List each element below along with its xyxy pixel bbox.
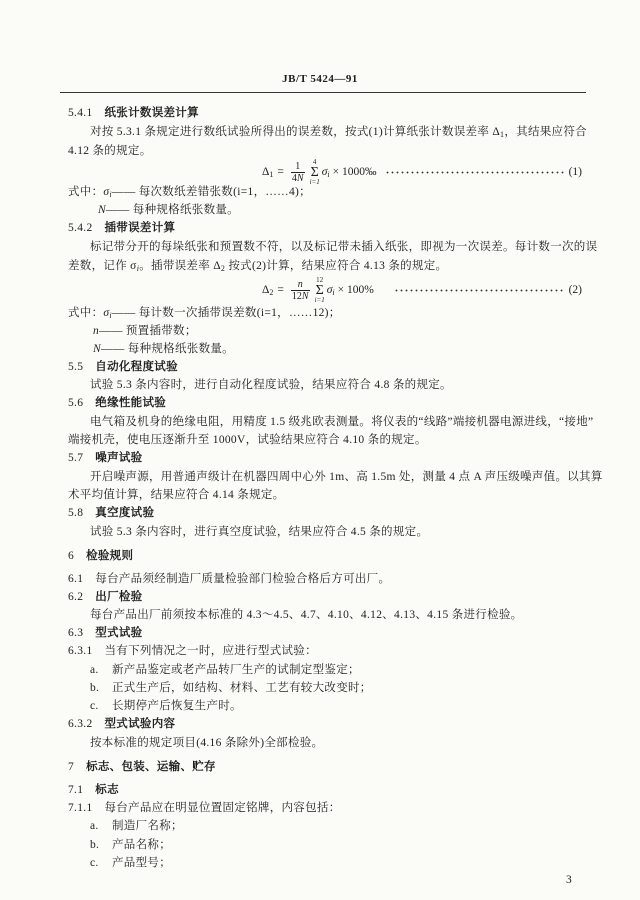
variable-description: 每计数一次插带误差数(i=1，……12)； — [135, 307, 341, 319]
list-item-text: 新产品鉴定或老产品转厂生产的试制定型鉴定； — [112, 664, 360, 676]
section-number: 5.4.2 — [68, 222, 93, 234]
equals-sign: = — [277, 284, 284, 296]
variable-symbol: N — [98, 204, 106, 216]
variable-description: 每种规格纸张数量。 — [129, 204, 239, 216]
list-item — [90, 836, 171, 854]
chapter-number: 7 — [68, 761, 75, 773]
variable-symbol: σ — [103, 307, 110, 319]
chapter-number: 6 — [68, 550, 75, 562]
section-number: 6.2 — [68, 591, 84, 603]
sum-upper-limit: 12 — [316, 275, 324, 284]
section-title: 真空度试验 — [95, 507, 155, 519]
section-title: 插带误差计算 — [104, 222, 176, 234]
paragraph-text: 。插带误差率 Δ — [139, 260, 221, 272]
section-5-6-paragraph-line-1: 电气箱及机身的绝缘电阻，用精度 1.5 级兆欧表测量。将仪表的“线路”端接机器电源进线，“接地” — [90, 416, 594, 428]
denominator — [291, 290, 310, 302]
formula-multiplier: × 1000‰ — [332, 166, 377, 178]
section-5-5-heading — [68, 358, 178, 376]
section-title: 出厂检验 — [95, 591, 143, 603]
list-item-text: 产品型号； — [112, 857, 171, 869]
section-5-4-1-paragraph-line-2: 4.12 条的规定。 — [68, 145, 152, 157]
equation-number: (1) — [568, 166, 582, 178]
sigma-variable: σ — [321, 166, 328, 178]
variable-definition — [68, 183, 311, 201]
section-6-3-1 — [68, 642, 317, 660]
sum-upper-limit: 4 — [312, 157, 317, 166]
subscript: i — [332, 288, 335, 297]
dot-leader — [385, 171, 564, 174]
section-number: 6.3.1 — [68, 645, 93, 657]
sigma-symbol: Σ — [310, 164, 319, 180]
section-number: 6.3 — [68, 627, 84, 639]
dash: —— — [111, 307, 136, 319]
equation-number: (2) — [568, 284, 582, 296]
list-item-label: b. — [90, 682, 100, 694]
variable-symbol: N — [93, 343, 101, 355]
section-6-3-2-paragraph: 按本标准的规定项目(4.16 条除外)全部检验。 — [90, 737, 324, 749]
section-6-2-heading — [68, 588, 142, 606]
section-title: 型式试验 — [95, 627, 143, 639]
paragraph-text: 差数，记作 σ — [68, 260, 137, 272]
formula-term — [322, 166, 330, 178]
section-5-7-heading — [68, 449, 142, 467]
section-number: 7.1 — [68, 784, 84, 796]
fraction — [291, 279, 310, 302]
section-number: 7.1.1 — [68, 802, 93, 814]
chapter-title: 检验规则 — [86, 550, 134, 562]
denominator-coefficient: 12 — [291, 290, 302, 302]
document-code-header: JB/T 5424—91 — [282, 73, 358, 85]
list-item-label: b. — [90, 839, 100, 851]
list-item-label: a. — [90, 664, 99, 676]
list-item — [90, 697, 242, 715]
section-number: 5.6 — [68, 397, 84, 409]
variable-definition — [93, 322, 197, 340]
list-item — [90, 679, 372, 697]
list-item — [90, 817, 183, 835]
list-item-text: 正式生产后，如结构、材料、工艺有较大改变时； — [112, 682, 372, 694]
section-5-6-heading — [68, 394, 166, 412]
paragraph-text: 按式(2)计算，结果应符合 4.13 条的规定。 — [225, 260, 448, 272]
section-5-8-paragraph: 试验 5.3 条内容时，进行真空度试验，结果应符合 4.5 条的规定。 — [90, 526, 429, 538]
list-item — [90, 661, 360, 679]
formula-term — [327, 284, 335, 296]
chapter-title: 标志、包装、运输、贮存 — [86, 761, 216, 773]
section-title: 标志 — [95, 784, 119, 796]
section-5-4-2-heading — [68, 219, 175, 237]
sum-lower-limit: i=1 — [309, 177, 320, 186]
header-rule — [60, 92, 586, 93]
denominator — [291, 172, 305, 184]
section-5-4-2-paragraph-line-1: 标记带分开的每垛纸张和预置数不符，以及标记带未插入纸张，即视为一次误差。每计数一次的误 — [90, 241, 598, 253]
where-label: 式中： — [68, 307, 104, 319]
section-5-4-2-paragraph-line-2 — [68, 257, 447, 275]
variable-definition — [93, 340, 234, 358]
section-number: 5.7 — [68, 452, 84, 464]
fraction — [291, 161, 305, 184]
subscript: 2 — [220, 264, 226, 273]
section-5-7-paragraph-line-1: 开启噪声源，用普通声级计在机器四周中心外 1m、高 1.5m 处，测量 4 点 A 声压级噪声值。以其算 — [90, 471, 603, 483]
summation — [310, 159, 320, 186]
chapter-6-heading — [68, 547, 133, 565]
list-item-text: 长期停产后恢复生产时。 — [112, 700, 242, 712]
section-6-1 — [68, 570, 390, 588]
numerator: 1 — [295, 160, 301, 172]
section-6-2-paragraph: 每台产品出厂前须按本标准的 4.3～4.5、4.7、4.10、4.12、4.13、4.15 条进行检验。 — [90, 609, 523, 621]
equals-sign: = — [277, 166, 284, 178]
dash: —— — [99, 325, 123, 337]
section-5-4-1-paragraph-line-1 — [90, 123, 587, 141]
section-number: 5.4.1 — [68, 107, 93, 119]
numerator: n — [297, 278, 303, 290]
denominator-variable: N — [296, 172, 304, 184]
formula-1 — [262, 158, 582, 186]
section-7-1-heading — [68, 781, 119, 799]
list-item-text: 制造厂名称； — [112, 820, 183, 832]
sigma-variable: σ — [326, 284, 333, 296]
section-6-3-2-heading — [68, 715, 175, 733]
dash: —— — [100, 343, 125, 355]
formula-multiplier: × 100% — [337, 284, 374, 296]
delta-symbol: Δ — [262, 284, 270, 296]
denominator-coefficient: 4 — [291, 172, 297, 184]
section-number: 6.1 — [68, 573, 84, 585]
delta-symbol: Δ — [262, 166, 270, 178]
section-number: 6.3.2 — [68, 718, 93, 730]
formula-lhs — [262, 284, 273, 296]
list-item-text: 产品名称； — [112, 839, 171, 851]
variable-definition — [68, 304, 341, 322]
paragraph-text: ，其结果应符合 — [504, 126, 587, 138]
section-title: 纸张计数误差计算 — [104, 107, 199, 119]
section-text: 每台产品应在明显位置固定铭牌，内容包括： — [104, 802, 341, 814]
list-item-label: c. — [90, 700, 99, 712]
subscript: i — [327, 170, 330, 179]
variable-description: 每种规格纸张数量。 — [124, 343, 234, 355]
dash: —— — [105, 204, 130, 216]
subscript: i — [109, 311, 112, 320]
formula-lhs — [262, 166, 273, 178]
section-title: 绝缘性能试验 — [95, 397, 167, 409]
dash: —— — [111, 186, 136, 198]
section-number: 5.5 — [68, 361, 84, 373]
section-6-3-heading — [68, 624, 142, 642]
section-5-4-1-heading — [68, 104, 199, 122]
variable-symbol: σ — [103, 186, 110, 198]
paragraph-text: 对按 5.3.1 条规定进行数纸试验所得出的误差数，按式(1)计算纸张计数误差率 Δ — [90, 126, 501, 138]
list-item-label: c. — [90, 857, 99, 869]
sigma-symbol: Σ — [315, 282, 324, 298]
variable-symbol: n — [93, 325, 100, 337]
summation — [315, 277, 325, 304]
subscript: 1 — [500, 130, 505, 139]
variable-description: 每次数纸差错张数(i=1，……4)； — [135, 186, 311, 198]
section-7-1-1 — [68, 799, 341, 817]
list-item — [90, 854, 171, 872]
where-label: 式中： — [68, 186, 104, 198]
subscript: 2 — [269, 288, 274, 297]
denominator-variable: N — [301, 290, 309, 302]
variable-description: 预置插带数； — [122, 325, 197, 337]
section-text: 每台产品须经制造厂质量检验部门检验合格后方可出厂。 — [95, 573, 391, 585]
section-title: 噪声试验 — [95, 452, 143, 464]
formula-2 — [262, 276, 582, 304]
dot-leader — [394, 289, 564, 292]
chapter-7-heading — [68, 758, 216, 776]
section-5-8-heading — [68, 504, 154, 522]
section-5-7-paragraph-line-2: 术平均值计算，结果应符合 4.14 条规定。 — [68, 489, 285, 501]
section-title: 型式试验内容 — [104, 718, 176, 730]
section-title: 自动化程度试验 — [95, 361, 178, 373]
section-number: 5.8 — [68, 507, 84, 519]
section-text: 当有下列情况之一时，应进行型式试验： — [104, 645, 317, 657]
page-number: 3 — [566, 874, 573, 886]
section-5-6-paragraph-line-2: 端接机壳，使电压逐渐升至 1000V，试验结果应符合 4.10 条的规定。 — [68, 434, 427, 446]
subscript: 1 — [269, 170, 274, 179]
sum-lower-limit: i=1 — [314, 295, 325, 304]
subscript: i — [136, 264, 140, 273]
list-item-label: a. — [90, 820, 99, 832]
subscript: i — [109, 190, 112, 199]
variable-definition — [98, 201, 239, 219]
section-5-5-paragraph: 试验 5.3 条内容时，进行自动化程度试验，结果应符合 4.8 条的规定。 — [90, 379, 452, 391]
